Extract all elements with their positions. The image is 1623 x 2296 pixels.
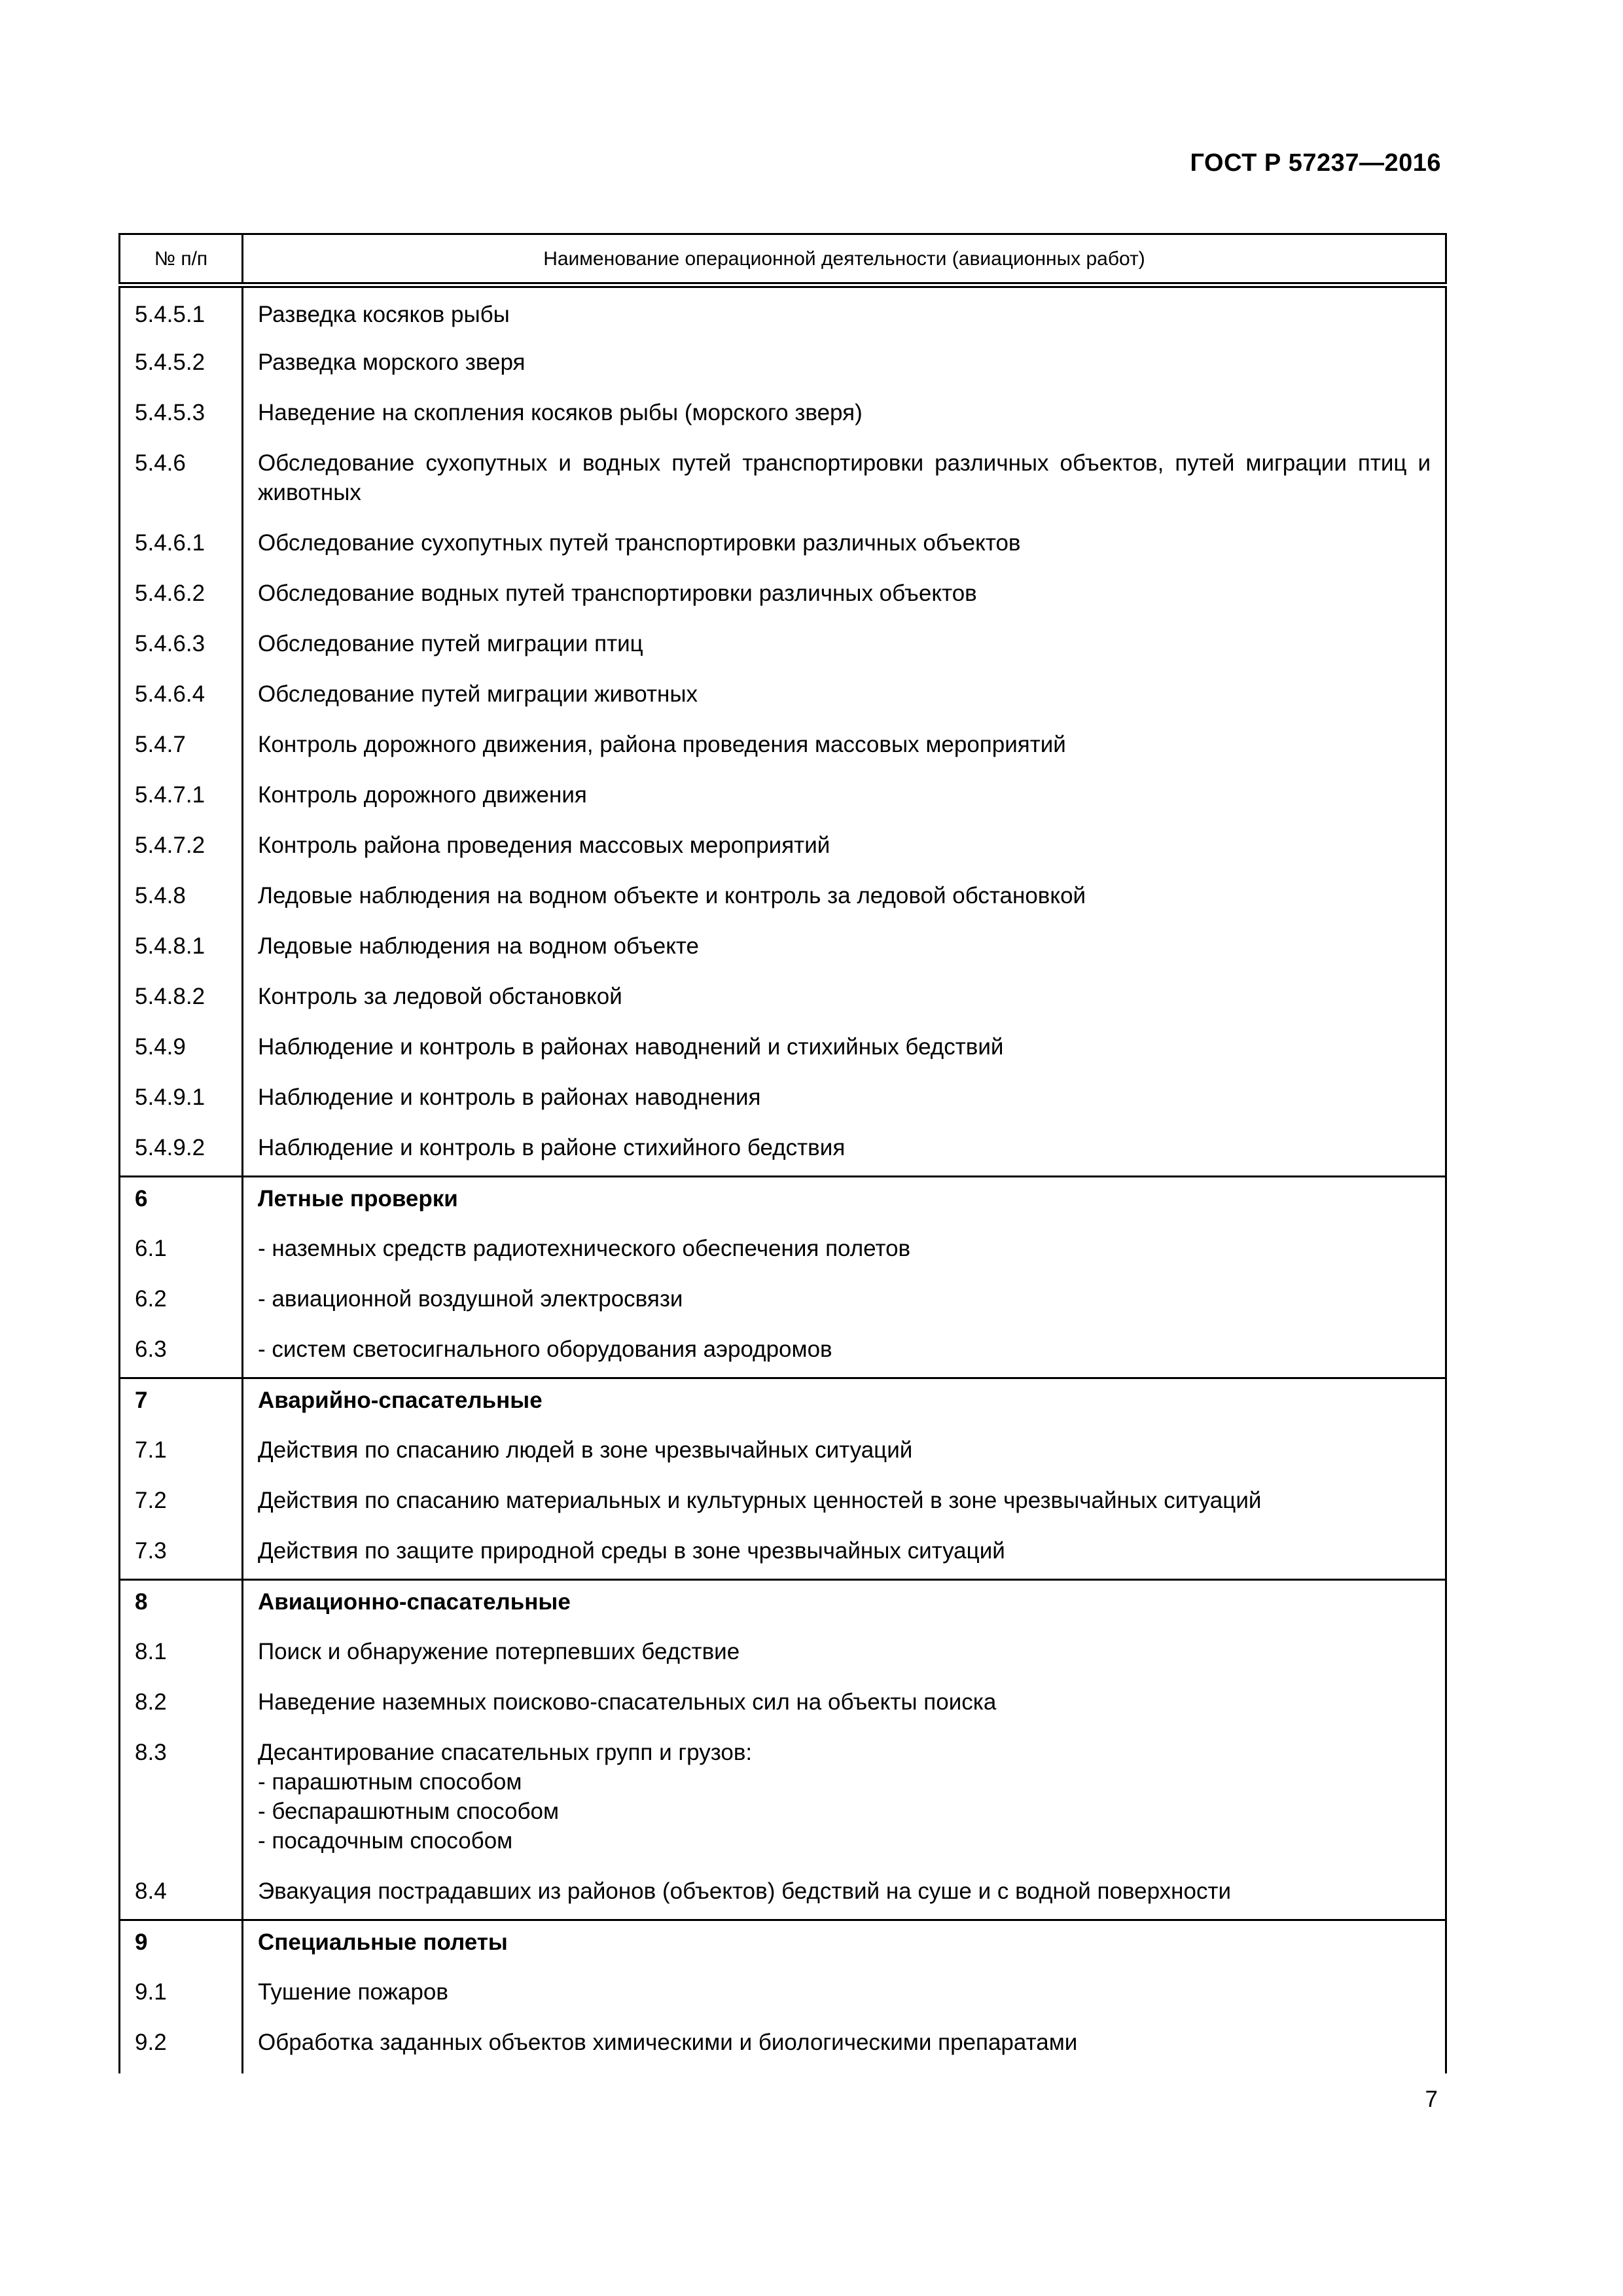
row-number: 8.2 (120, 1681, 243, 1731)
row-name-line: Десантирование спасательных групп и грузов: (258, 1739, 753, 1765)
row-name: Контроль за ледовой обстановкой (243, 975, 1446, 1026)
table-row (120, 1630, 1446, 1681)
table-row (120, 774, 1446, 824)
section-row (120, 1920, 1446, 1971)
column-header-number: № п/п (120, 234, 243, 285)
row-number: 6.1 (120, 1227, 243, 1278)
table-row (120, 1076, 1446, 1126)
column-header-name: Наименование операционной деятельности (авиационных работ) (243, 234, 1446, 285)
row-name: Наведение на скопления косяков рыбы (морского зверя) (243, 391, 1446, 442)
table-row (120, 1971, 1446, 2021)
row-name-line: - парашютным способом (258, 1768, 522, 1795)
table-row (120, 975, 1446, 1026)
row-name: Наблюдение и контроль в районе стихийного бедствия (243, 1126, 1446, 1177)
row-name: Эвакуация пострадавших из районов (объектов) бедствий на суше и с водной поверхности (243, 1870, 1446, 1920)
table-row (120, 442, 1446, 522)
page-number: 7 (1425, 2087, 1438, 2112)
row-name: Обследование путей миграции животных (243, 673, 1446, 723)
table-row (120, 1530, 1446, 1580)
table-row (120, 1681, 1446, 1731)
section-row (120, 1177, 1446, 1227)
row-name: Разведка косяков рыбы (243, 285, 1446, 341)
row-name: - систем светосигнального оборудования аэродромов (243, 1328, 1446, 1378)
section-row (120, 1580, 1446, 1630)
row-number: 7.3 (120, 1530, 243, 1580)
table-row (120, 1731, 1446, 1870)
row-number: 8.4 (120, 1870, 243, 1920)
table-row (120, 285, 1446, 341)
row-number: 5.4.8.2 (120, 975, 243, 1026)
table-row (120, 572, 1446, 622)
section-number: 9 (120, 1920, 243, 1971)
row-number: 5.4.9.1 (120, 1076, 243, 1126)
table-row (120, 1026, 1446, 1076)
row-name: Действия по спасанию материальных и культурных ценностей в зоне чрезвычайных ситуаций (243, 1479, 1446, 1530)
section-title: Летные проверки (243, 1177, 1446, 1227)
row-number: 6.3 (120, 1328, 243, 1378)
table-row (120, 391, 1446, 442)
row-name: - авиационной воздушной электросвязи (243, 1278, 1446, 1328)
row-number: 5.4.6.2 (120, 572, 243, 622)
row-name: Обследование водных путей транспортировки различных объектов (243, 572, 1446, 622)
table-row (120, 1429, 1446, 1479)
row-name: Ледовые наблюдения на водном объекте (243, 925, 1446, 975)
section-number: 6 (120, 1177, 243, 1227)
row-number: 8.3 (120, 1731, 243, 1870)
row-number: 5.4.7.2 (120, 824, 243, 874)
row-name: Обследование сухопутных и водных путей транспортировки различных объектов, путей миграции птиц и животных (243, 442, 1446, 522)
row-number: 7.1 (120, 1429, 243, 1479)
row-number: 5.4.5.1 (120, 285, 243, 341)
table-row (120, 925, 1446, 975)
row-name: Контроль дорожного движения, района проведения массовых мероприятий (243, 723, 1446, 774)
row-number: 5.4.7 (120, 723, 243, 774)
table-row (120, 824, 1446, 874)
row-name: Обработка заданных объектов химическими и биологическими препаратами (243, 2021, 1446, 2073)
section-title: Специальные полеты (243, 1920, 1446, 1971)
row-name (243, 1731, 1446, 1870)
row-name: - наземных средств радиотехнического обеспечения полетов (243, 1227, 1446, 1278)
section-row (120, 1378, 1446, 1429)
row-number: 9.1 (120, 1971, 243, 2021)
row-name: Действия по спасанию людей в зоне чрезвычайных ситуаций (243, 1429, 1446, 1479)
row-name-line: - беспарашютным способом (258, 1798, 560, 1824)
operations-table (118, 233, 1447, 2073)
table-row (120, 1870, 1446, 1920)
table-row (120, 874, 1446, 925)
table-header-row (120, 234, 1446, 285)
table-row (120, 1126, 1446, 1177)
row-number: 8.1 (120, 1630, 243, 1681)
table-row (120, 1227, 1446, 1278)
row-number: 5.4.7.1 (120, 774, 243, 824)
row-number: 5.4.9.2 (120, 1126, 243, 1177)
table-row (120, 723, 1446, 774)
section-number: 8 (120, 1580, 243, 1630)
row-name: Разведка морского зверя (243, 341, 1446, 391)
table-row (120, 622, 1446, 673)
section-number: 7 (120, 1378, 243, 1429)
table-row (120, 522, 1446, 572)
row-number: 5.4.6.4 (120, 673, 243, 723)
row-number: 5.4.9 (120, 1026, 243, 1076)
row-name-line: - посадочным способом (258, 1827, 513, 1854)
row-number: 5.4.6 (120, 442, 243, 522)
table-row (120, 1479, 1446, 1530)
row-name: Наведение наземных поисково-спасательных сил на объекты поиска (243, 1681, 1446, 1731)
row-number: 5.4.8 (120, 874, 243, 925)
row-number: 5.4.5.2 (120, 341, 243, 391)
row-name: Обследование путей миграции птиц (243, 622, 1446, 673)
table-row (120, 673, 1446, 723)
row-number: 6.2 (120, 1278, 243, 1328)
section-title: Авиационно-спасательные (243, 1580, 1446, 1630)
row-name: Контроль района проведения массовых мероприятий (243, 824, 1446, 874)
table-row (120, 341, 1446, 391)
section-title: Аварийно-спасательные (243, 1378, 1446, 1429)
row-name: Тушение пожаров (243, 1971, 1446, 2021)
row-name: Контроль дорожного движения (243, 774, 1446, 824)
table-row (120, 1328, 1446, 1378)
row-number: 9.2 (120, 2021, 243, 2073)
row-number: 5.4.6.3 (120, 622, 243, 673)
row-number: 5.4.8.1 (120, 925, 243, 975)
row-name: Поиск и обнаружение потерпевших бедствие (243, 1630, 1446, 1681)
row-name: Наблюдение и контроль в районах наводнения (243, 1076, 1446, 1126)
table-row (120, 2021, 1446, 2073)
row-number: 5.4.5.3 (120, 391, 243, 442)
row-name: Наблюдение и контроль в районах наводнений и стихийных бедствий (243, 1026, 1446, 1076)
row-name: Обследование сухопутных путей транспортировки различных объектов (243, 522, 1446, 572)
table-row (120, 1278, 1446, 1328)
row-name: Действия по защите природной среды в зоне чрезвычайных ситуаций (243, 1530, 1446, 1580)
row-name: Ледовые наблюдения на водном объекте и контроль за ледовой обстановкой (243, 874, 1446, 925)
row-number: 5.4.6.1 (120, 522, 243, 572)
document-code: ГОСТ Р 57237—2016 (1190, 149, 1441, 177)
row-number: 7.2 (120, 1479, 243, 1530)
